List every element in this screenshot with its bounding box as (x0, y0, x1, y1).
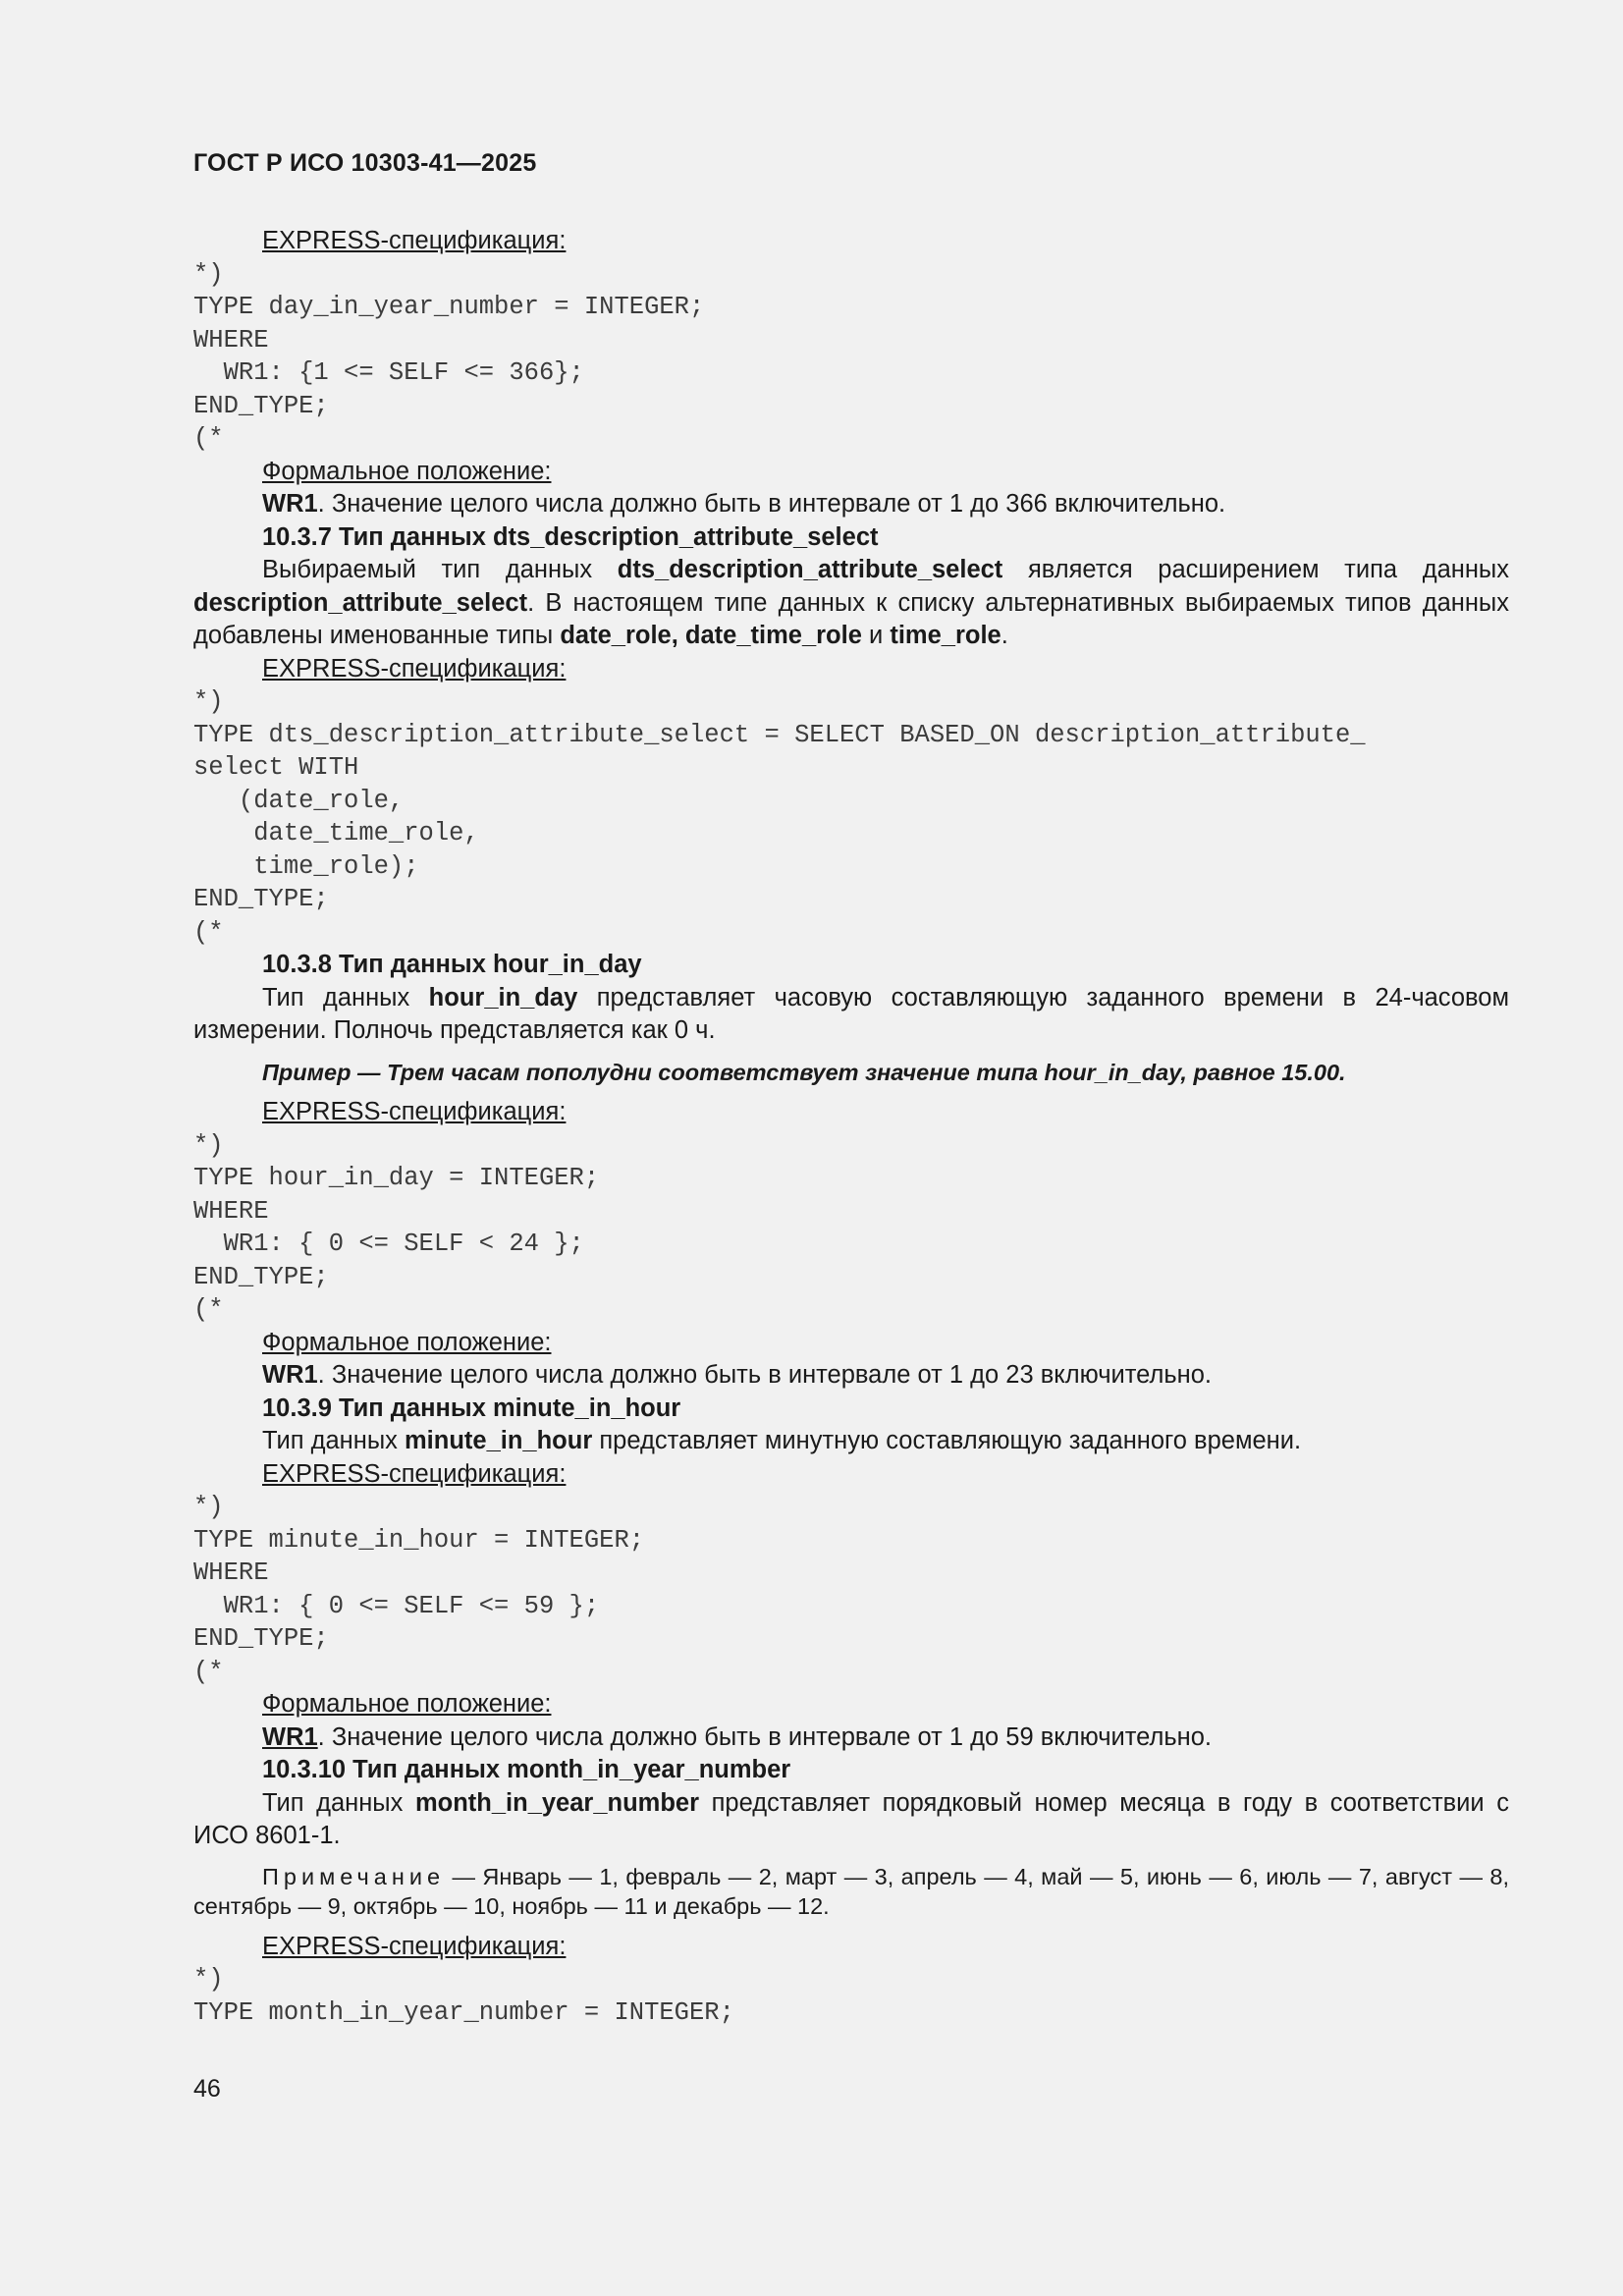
note-text: — Январь — 1, февраль — 2, март — 3, апрель — 4, май — 5, июнь — 6, июль — 7, август — 8, сентябрь — 9, октябрь — 10, ноябрь — 11 и декабрь — 12. (193, 1863, 1509, 1919)
bold-run: time_role (890, 622, 1001, 649)
wr1-name: WR1 (262, 490, 318, 518)
wr1-minute-in-hour (193, 1722, 1509, 1755)
express-spec-label: EXPRESS-спецификация: (262, 1098, 567, 1125)
wr1-text: . Значение целого числа должно быть в интервале от 1 до 366 включительно. (317, 490, 1226, 518)
text-run: Тип данных (262, 1427, 405, 1454)
text-run: . (1001, 622, 1008, 649)
wr1-name: WR1 (262, 1361, 318, 1389)
paragraph-10-3-8 (193, 982, 1509, 1048)
wr1-day-in-year (193, 488, 1509, 521)
standard-header: ГОСТ Р ИСО 10303-41—2025 (193, 149, 537, 177)
bold-run: hour_in_day (428, 983, 578, 1011)
heading-10-3-10: 10.3.10 Тип данных month_in_year_number (262, 1756, 791, 1783)
text-run: Тип данных (262, 983, 429, 1011)
paragraph-10-3-10 (193, 1787, 1509, 1853)
note-label: Примечание (262, 1863, 446, 1889)
express-spec-label: EXPRESS-спецификация: (262, 1932, 567, 1960)
example-10-3-8: Пример — Трем часам пополудни соответствует значение типа hour_in_day, равное 15.00. (262, 1059, 1346, 1085)
page-content (193, 225, 1509, 2029)
text-run: представляет порядковый номер месяца в году в соответствии с ИСО 8601-1. (193, 1788, 1509, 1849)
bold-run: description_attribute_select (193, 588, 528, 617)
page-number: 46 (193, 2075, 221, 2103)
text-run: является расширением типа данных (1002, 556, 1510, 583)
formal-label: Формальное положение: (262, 1690, 552, 1718)
note-10-3-10 (193, 1862, 1509, 1921)
bold-run: date_role, date_time_role (560, 622, 862, 649)
heading-10-3-8: 10.3.8 Тип данных hour_in_day (262, 951, 642, 978)
code-hour-in-day: *) TYPE hour_in_day = INTEGER; WHERE WR1: { 0 <= SELF < 24 }; END_TYPE; (* (193, 1130, 600, 1324)
code-month-in-year: *) TYPE month_in_year_number = INTEGER; (193, 1965, 734, 2027)
paragraph-10-3-9 (193, 1425, 1509, 1458)
bold-run: minute_in_hour (404, 1427, 593, 1454)
heading-10-3-9: 10.3.9 Тип данных minute_in_hour (262, 1394, 681, 1422)
express-spec-label: EXPRESS-спецификация: (262, 227, 567, 254)
code-day-in-year: *) TYPE day_in_year_number = INTEGER; WHERE WR1: {1 <= SELF <= 366}; END_TYPE; (* (193, 259, 705, 453)
text-run: представляет часовую составляющую заданного времени в 24-часовом измерении. Полночь представляется как 0 ч. (193, 983, 1509, 1044)
text-run: . В настоящем типе данных к списку альтернативных выбираемых типов данных добавлены именованные типы (193, 588, 1509, 649)
express-spec-label: EXPRESS-спецификация: (262, 654, 567, 683)
text-run: Выбираемый тип данных (262, 556, 618, 583)
wr1-text: . Значение целого числа должно быть в интервале от 1 до 23 включительно. (317, 1361, 1212, 1389)
bold-run: month_in_year_number (414, 1788, 700, 1817)
formal-label: Формальное положение: (262, 1328, 552, 1356)
formal-label: Формальное положение: (262, 457, 552, 485)
text-run: и (861, 622, 891, 649)
paragraph-10-3-7 (193, 554, 1509, 653)
text-run: Тип данных (262, 1788, 415, 1817)
text-run: представляет минутную составляющую заданного времени. (592, 1427, 1302, 1454)
wr1-hour-in-day (193, 1359, 1509, 1393)
code-minute-in-hour: *) TYPE minute_in_hour = INTEGER; WHERE WR1: { 0 <= SELF <= 59 }; END_TYPE; (* (193, 1493, 645, 1686)
heading-10-3-7: 10.3.7 Тип данных dts_description_attribute_select (262, 522, 879, 551)
express-spec-label: EXPRESS-спецификация: (262, 1459, 567, 1488)
code-dts-description: *) TYPE dts_description_attribute_select = SELECT BASED_ON description_attribute_ select WITH (date_role, date_time_role, time_role); END_TYPE; (* (193, 687, 1366, 947)
wr1-text: . Значение целого числа должно быть в интервале от 1 до 59 включительно. (317, 1722, 1212, 1751)
wr1-name: WR1 (262, 1722, 318, 1751)
bold-run: dts_description_attribute_select (617, 556, 1003, 583)
